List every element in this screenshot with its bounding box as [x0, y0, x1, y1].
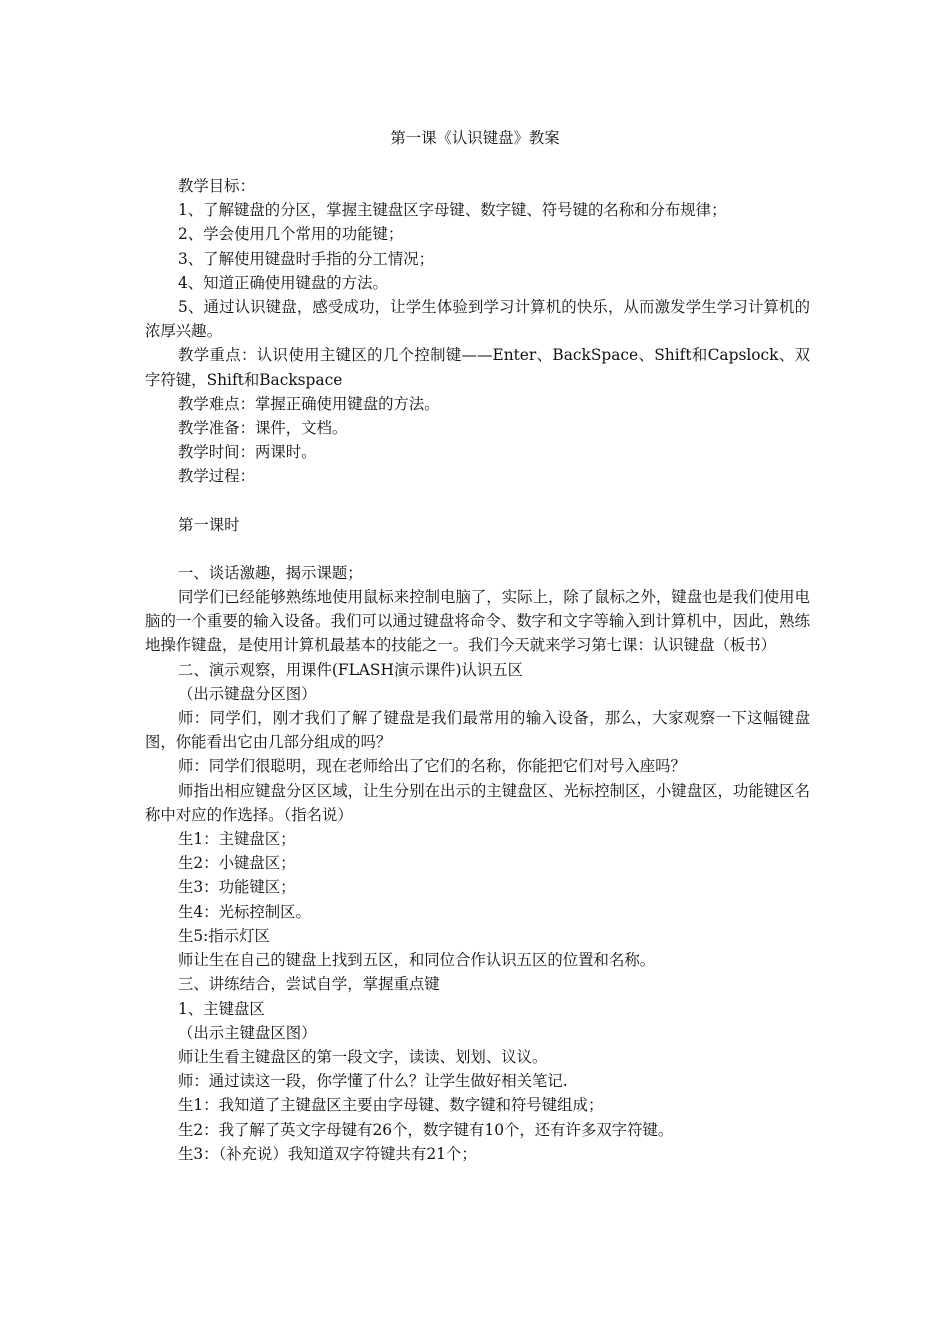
paragraph: 师让生在自己的键盘上找到五区，和同位合作认识五区的位置和名称。 [178, 951, 656, 970]
document-title: 第一课《认识键盘》教案 [390, 129, 560, 147]
paragraph: 三、讲练结合，尝试自学，掌握重点键 [178, 975, 440, 994]
paragraph: 教学重点：认识使用主键区的几个控制键——Enter、BackSpace、Shift和Capslock、双字符键，Shift和Backspace [145, 346, 810, 389]
paragraph: 生3：（补充说）我知道双字符键共有21个； [178, 1144, 477, 1163]
paragraph: 教学过程： [178, 467, 255, 486]
paragraph: 生2：我了解了英文字母键有26个，数字键有10个，还有许多双字符键。 [178, 1120, 674, 1139]
paragraph: （出示键盘分区图） [178, 684, 317, 703]
blank-line [145, 537, 810, 561]
paragraph: 教学时间：两课时。 [178, 443, 317, 462]
paragraph: 生3：功能键区； [178, 878, 296, 897]
paragraph: 一、谈话激趣，揭示课题； [178, 563, 363, 582]
paragraph: 生2：小键盘区； [178, 854, 296, 873]
paragraph: 教学难点：掌握正确使用键盘的方法。 [178, 394, 440, 413]
paragraph: 生4：光标控制区。 [178, 902, 311, 921]
paragraph: （出示主键盘区图） [178, 1023, 317, 1042]
paragraph: 4、知道正确使用键盘的方法。 [178, 273, 388, 292]
paragraph: 1、主键盘区 [178, 999, 265, 1018]
paragraph: 师让生看主键盘区的第一段文字，读读、划划、议议。 [178, 1047, 548, 1066]
paragraph: 同学们已经能够熟练地使用鼠标来控制电脑了，实际上，除了鼠标之外，键盘也是我们使用电脑的一个重要的输入设备。我们可以通过键盘将命令、数字和文字等输入到计算机中，因此，熟练地操作键盘，是使用计算机最基本的技能之一。我们今天就来学习第七课：认识键盘（板书） [145, 588, 810, 655]
paragraph: 教学目标： [178, 177, 255, 195]
paragraph: 师：同学们，刚才我们了解了键盘是我们最常用的输入设备，那么，大家观察一下这幅键盘图，你能看出它由几部分组成的吗？ [145, 709, 810, 752]
paragraph: 教学准备：课件，文档。 [178, 419, 348, 438]
paragraph: 生1：主键盘区； [178, 830, 296, 849]
section-heading: 第一课时 [178, 515, 240, 534]
paragraph: 3、了解使用键盘时手指的分工情况； [178, 249, 435, 268]
paragraph: 生1：我知道了主键盘区主要由字母键、数字键和符号键组成； [178, 1096, 604, 1115]
paragraph: 生5:指示灯区 [178, 926, 270, 945]
paragraph: 5、通过认识键盘，感受成功，让学生体验到学习计算机的快乐，从而激发学生学习计算机的浓厚兴趣。 [145, 298, 810, 341]
paragraph: 师：通过读这一段，你学懂了什么？让学生做好相关笔记. [178, 1072, 568, 1091]
paragraph: 二、演示观察，用课件(FLASH演示课件)认识五区 [178, 660, 524, 679]
blank-line [145, 489, 810, 513]
paragraph: 师指出相应键盘分区区域，让生分别在出示的主键盘区、光标控制区，小键盘区，功能键区名称中对应的作选择。（指名说） [145, 781, 810, 824]
document-body [145, 174, 810, 1166]
paragraph: 师：同学们很聪明，现在老师给出了它们的名称，你能把它们对号入座吗？ [178, 757, 686, 776]
paragraph: 2、学会使用几个常用的功能键； [178, 225, 404, 244]
paragraph: 1、了解键盘的分区，掌握主键盘区字母键、数字键、符号键的名称和分布规律； [178, 201, 727, 220]
